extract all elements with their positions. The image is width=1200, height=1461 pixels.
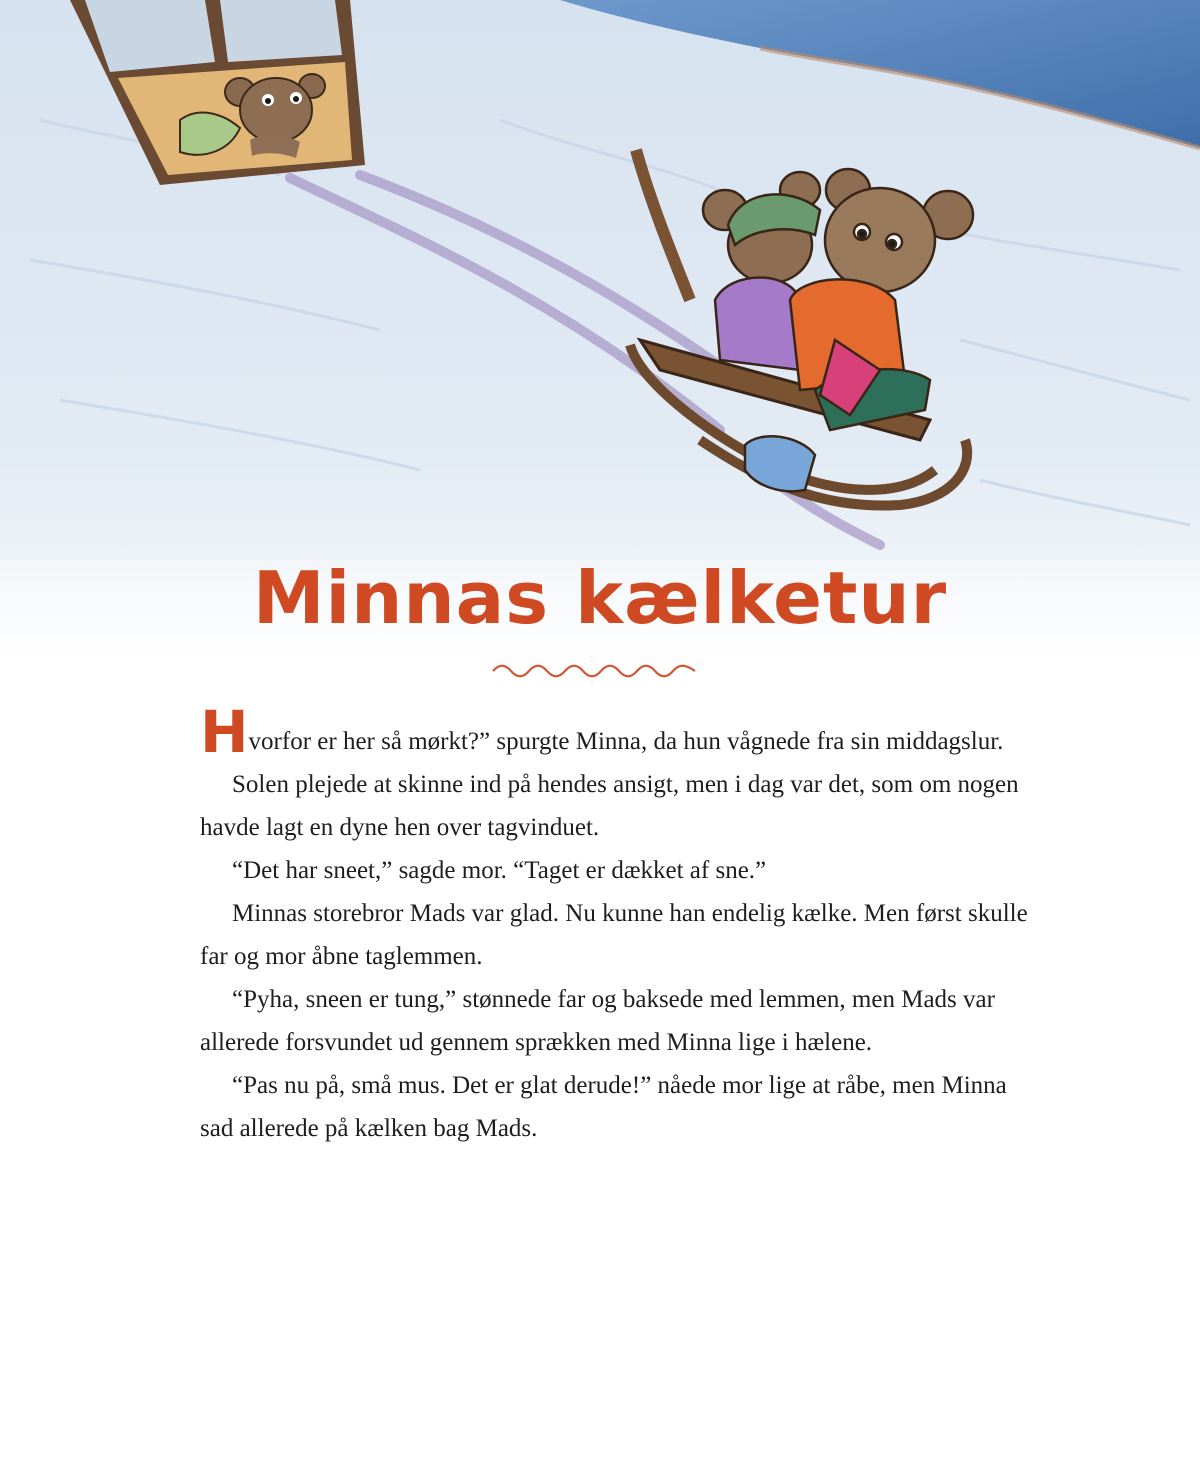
story-paragraph: Minnas storebror Mads var glad. Nu kunne han endelig kælke. Men først skulle far og mor åbne taglemmen.: [200, 900, 1028, 970]
story-paragraph: Solen plejede at skinne ind på hendes ansigt, men i dag var det, som om nogen havde lagt en dyne hen over tagvinduet.: [200, 771, 1019, 841]
story-text: [200, 698, 1030, 1150]
drop-cap: H: [200, 698, 249, 766]
story-paragraph: “Pyha, sneen er tung,” stønnede far og baksede med lemmen, men Mads var allerede forsvundet ud gennem sprækken med Minna lige i hælene.: [200, 986, 995, 1056]
story-paragraph-text: vorfor er her så mørkt?” spurgte Minna, da hun vågnede fra sin middagslur.: [248, 728, 1004, 755]
page-title: Minnas kælketur: [252, 556, 948, 640]
story-paragraph: “Pas nu på, små mus. Det er glat derude!” nåede mor lige at råbe, men Minna sad allerede på kælken bag Mads.: [200, 1072, 1007, 1142]
story-paragraph: [200, 698, 1030, 766]
wave-divider-ornament: [491, 662, 697, 680]
story-paragraph: “Det har sneet,” sagde mor. “Taget er dækket af sne.”: [232, 857, 767, 884]
